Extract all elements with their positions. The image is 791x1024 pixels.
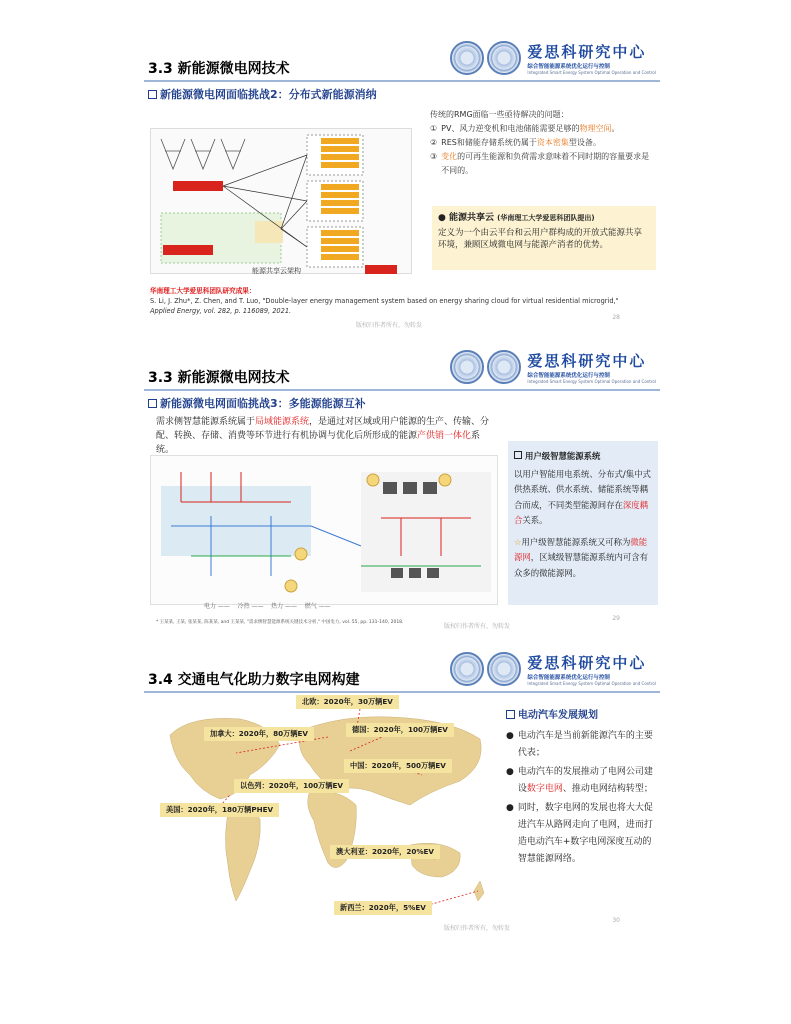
brand-english: Integrated Smart Energy System Optimal Operation and Control <box>527 379 656 384</box>
slide-2 <box>144 343 660 637</box>
user-level-energy-panel: 用户级智慧能源系统 以用户智能用电系统、分布式/集中式供热系统、供水系统、储能系统等耦合而成，不同类型能源间存在深度耦合关系。 ☆用户级智慧能源系统又可称为微能源网，区域级智慧能源系统内可含有众多的微能源网。 <box>508 441 658 605</box>
page-number: 28 <box>612 314 620 321</box>
copyright-footer: 版权归作者所有，勿转发 <box>356 322 423 329</box>
world-ev-map <box>150 695 498 927</box>
slide-1 <box>144 34 660 334</box>
page-number: 30 <box>612 917 620 924</box>
brand-subtitle: 综合智能能源系统优化运行与控制 <box>527 373 610 379</box>
smart-energy-system-diagram <box>150 455 498 605</box>
title-divider <box>144 80 660 82</box>
challenge-list <box>430 108 656 178</box>
diagram-caption: 能源共享云架构 <box>252 267 301 275</box>
bullet-item: ● 同时，数字电网的发展也将大大促进汽车从路网走向了电网，进而打造电动汽车+数字电网深度互动的智慧能源网络。 <box>506 803 653 864</box>
ev-label-china: 中国：2020年，500万辆EV <box>344 759 452 773</box>
page-number: 29 <box>612 615 620 622</box>
checkbox-bullet-icon <box>514 451 522 459</box>
university-seal-icon <box>450 350 484 384</box>
list-item: ③ 变化的可再生能源和负荷需求意味着不同时期的容量要求是不同的。 <box>430 152 650 175</box>
brand-logo <box>450 347 656 387</box>
university-seal-icon <box>450 41 484 75</box>
title-divider <box>144 691 660 693</box>
brand-name: 爱思科研究中心 <box>527 43 647 61</box>
brand-logo <box>450 38 656 78</box>
bullet-item: ● 电动汽车的发展推动了电网公司建设数字电网、推动电网结构转型； <box>506 767 653 794</box>
ev-label-canada: 加拿大：2020年，80万辆EV <box>204 727 314 741</box>
brand-english: Integrated Smart Energy System Optimal Operation and Control <box>527 681 656 686</box>
slide-title: 3.4 交通电气化助力数字电网构建 <box>148 672 360 688</box>
brand-subtitle: 综合智能能源系统优化运行与控制 <box>527 675 610 681</box>
lab-seal-icon <box>487 350 521 384</box>
checkbox-bullet-icon <box>148 399 157 408</box>
intro-text: 传统的RMG面临一些亟待解决的问题： <box>430 110 569 119</box>
title-divider <box>144 389 660 391</box>
brand-name: 爱思科研究中心 <box>527 352 647 370</box>
reference: * 王某某, 王某, 张某某, 陈某某, and 王某某, "需求侧智慧能源系统关键技术分析," 中国电力, vol. 55, pp. 131-140, 2018. <box>156 620 404 625</box>
slide-subtitle: 新能源微电网面临挑战3：多能源能源互补 <box>148 395 366 411</box>
ev-label-nordic: 北欧：2020年，30万辆EV <box>296 695 399 709</box>
list-item: ① PV、风力逆变机和电池储能需要足够的物理空间。 <box>430 124 620 133</box>
university-seal-icon <box>450 652 484 686</box>
slide-3 <box>144 645 660 935</box>
ev-label-new-zealand: 新西兰：2020年，5%EV <box>334 901 432 915</box>
lab-seal-icon <box>487 652 521 686</box>
checkbox-bullet-icon <box>148 90 157 99</box>
brand-english: Integrated Smart Energy System Optimal Operation and Control <box>527 70 656 75</box>
copyright-footer: 版权归作者所有，勿转发 <box>444 623 511 630</box>
list-item: ② RES和储能存储系统仍属于资本密集型设备。 <box>430 138 601 147</box>
energy-sharing-cloud-box: ● 能源共享云 (华南理工大学爱思科团队提出) 定义为一个由云平台和云用户群构成的开放式能源共享环境，兼顾区域微电网与能源产消者的优势。 <box>432 206 656 270</box>
bullet-item: ● 电动汽车是当前新能源汽车的主要代表； <box>506 731 653 758</box>
brand-logo <box>450 649 656 689</box>
energy-sharing-cloud-diagram <box>150 128 412 274</box>
checkbox-bullet-icon <box>506 710 515 719</box>
brand-subtitle: 综合智能能源系统优化运行与控制 <box>527 64 610 70</box>
cloud-description: 定义为一个由云平台和云用户群构成的开放式能源共享环境，兼顾区域微电网与能源产消者的优势。 <box>438 228 643 250</box>
reference: 华南理工大学爱思科团队研究成果： S. Li, J. Zhu*, Z. Chen, and T. Luo, "Double-layer energy management system based on energy sharing cloud for virtual residential microgrid," Applied Energy, vol. 282, p. 116089, 2021. <box>150 287 619 315</box>
diagram-legend: 电力 —— 冷热 —— 热力 —— 燃气 —— <box>204 603 331 610</box>
lab-seal-icon <box>487 41 521 75</box>
ev-label-usa: 美国：2020年，180万辆PHEV <box>160 803 279 817</box>
star-icon: ☆ <box>514 536 522 547</box>
brand-name: 爱思科研究中心 <box>527 654 647 672</box>
slide-subtitle: 新能源微电网面临挑战2：分布式新能源消纳 <box>148 86 377 102</box>
ev-label-israel: 以色列：2020年，100万辆EV <box>234 779 349 793</box>
slide-title: 3.3 新能源微电网技术 <box>148 370 290 386</box>
ev-label-australia: 澳大利亚：2020年，20%EV <box>330 845 440 859</box>
ev-plan-panel: 电动汽车发展规划 ● 电动汽车是当前新能源汽车的主要代表； ● 电动汽车的发展推动了电网公司建设数字电网、推动电网结构转型； ● 同时，数字电网的发展也将大大促进汽车从路网走向了电网，进而打造电动汽车+数字电网深度互动的智慧能源网络。 <box>506 707 656 870</box>
ev-label-germany: 德国：2020年，100万辆EV <box>346 723 454 737</box>
copyright-footer: 版权归作者所有，勿转发 <box>444 925 511 932</box>
intro-paragraph: 需求侧智慧能源系统属于局域能源系统，是通过对区域或用户能源的生产、传输、分配、转换、存储、消费等环节进行有机协调与优化后所形成的能源产供销一体化系统。 <box>156 417 490 455</box>
slide-title: 3.3 新能源微电网技术 <box>148 61 290 77</box>
